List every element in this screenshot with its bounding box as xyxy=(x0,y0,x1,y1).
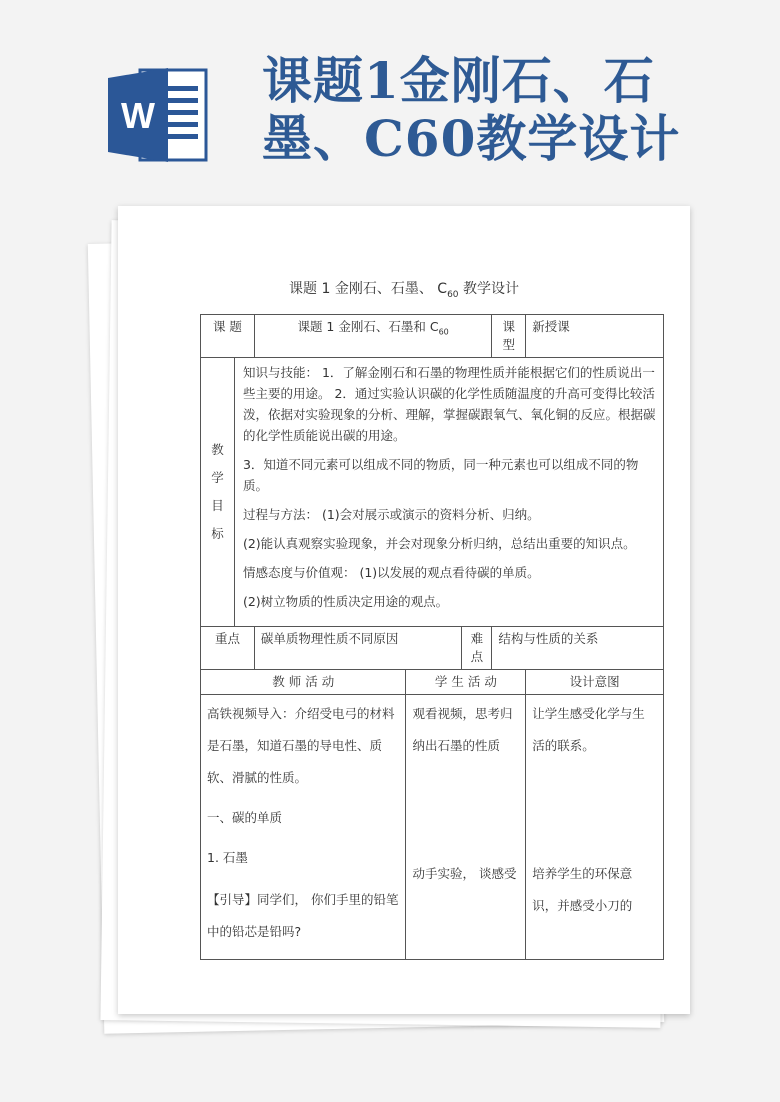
goals-content xyxy=(234,358,663,627)
student-activity-text: 动手实验， 谈感受 xyxy=(412,866,517,881)
difficulty-value: 结构与性质的关系 xyxy=(492,627,664,670)
document-heading-main: 课题 1 金刚石、石墨、 xyxy=(289,281,433,297)
document-heading xyxy=(118,278,690,300)
goals-paragraph: (2)能认真观察实验现象，并会对现象分析归纳，总结出重要的知识点。 xyxy=(242,536,636,551)
goals-row xyxy=(201,358,664,627)
teacher-activity-text: 1. 石墨 xyxy=(207,850,248,865)
key-label: 重点 xyxy=(201,627,255,670)
goals-paragraph: 3．知道不同元素可以组成不同的物质，同一种元素也可以组成不同的物质。 xyxy=(242,457,639,493)
goals-label-char: 标 xyxy=(211,526,224,541)
topic-row xyxy=(201,315,664,358)
goals-label-char: 目 xyxy=(211,498,224,513)
teacher-activity-text: 【引导】同学们， 你们手里的铅笔中的铅芯是铅吗? xyxy=(207,892,399,939)
word-icon-letter: W xyxy=(121,95,155,136)
banner xyxy=(0,0,780,200)
goals-paragraph: 过程与方法： (1)会对展示或演示的资料分析、归纳。 xyxy=(242,507,540,522)
student-activity-cell xyxy=(406,695,526,960)
document-heading-c: C xyxy=(437,281,448,297)
goals-paragraph: 情感态度与价值观： (1)以发展的观点看待碳的单质。 xyxy=(242,565,540,580)
activity-header-row xyxy=(201,670,664,695)
document-heading-tail: 教学设计 xyxy=(462,281,519,297)
topic-label: 课 题 xyxy=(201,315,255,358)
design-intent-cell xyxy=(526,695,664,960)
document-page xyxy=(118,206,690,1014)
type-value: 新授课 xyxy=(526,315,664,358)
goals-paragraph: (2)树立物质的性质决定用途的观点。 xyxy=(242,594,449,609)
document-heading-sub: 60 xyxy=(447,289,459,300)
activity-row xyxy=(201,695,664,960)
word-document-icon xyxy=(106,66,210,164)
design-intent-text: 让学生感受化学与生活的联系。 xyxy=(532,706,645,753)
key-value: 碳单质物理性质不同原因 xyxy=(254,627,461,670)
goals-label-char: 学 xyxy=(211,470,224,485)
student-activity-header: 学 生 活 动 xyxy=(406,670,526,695)
teacher-activity-text: 一、碳的单质 xyxy=(207,810,283,825)
topic-value xyxy=(254,315,491,358)
key-points-row xyxy=(201,627,664,670)
goals-label xyxy=(201,358,235,627)
difficulty-label: 难点 xyxy=(462,627,492,670)
student-activity-text: 观看视频，思考归纳出石墨的性质 xyxy=(412,706,513,753)
goals-label-char: 教 xyxy=(211,442,224,457)
type-label: 课型 xyxy=(492,315,526,358)
design-intent-text: 培养学生的环保意识，并感受小刀的 xyxy=(532,866,633,913)
teacher-activity-text: 高铁视频导入：介绍受电弓的材料是石墨，知道石墨的导电性、质软、滑腻的性质。 xyxy=(207,706,395,785)
topic-sub: 60 xyxy=(438,327,449,337)
goals-paragraph: 知识与技能： 1．了解金刚石和石墨的物理性质并能根据它们的性质说出一些主要的用途。 2．通过实验认识碳的化学性质随温度的升高可变得比较活泼，依据对实验现象的分析、理解，掌握碳跟氧气、氧化铜的反应。根据碳的化学性质能说出碳的用途。 xyxy=(242,365,656,443)
banner-title: 课题1金刚石、石墨、C60教学设计 xyxy=(262,51,681,168)
design-intent-header: 设计意图 xyxy=(526,670,664,695)
teacher-activity-header: 教 师 活 动 xyxy=(201,670,406,695)
teacher-activity-cell xyxy=(201,695,406,960)
lesson-plan-table xyxy=(200,314,664,960)
topic-text: 课题 1 金刚石、石墨和 C xyxy=(297,319,439,334)
